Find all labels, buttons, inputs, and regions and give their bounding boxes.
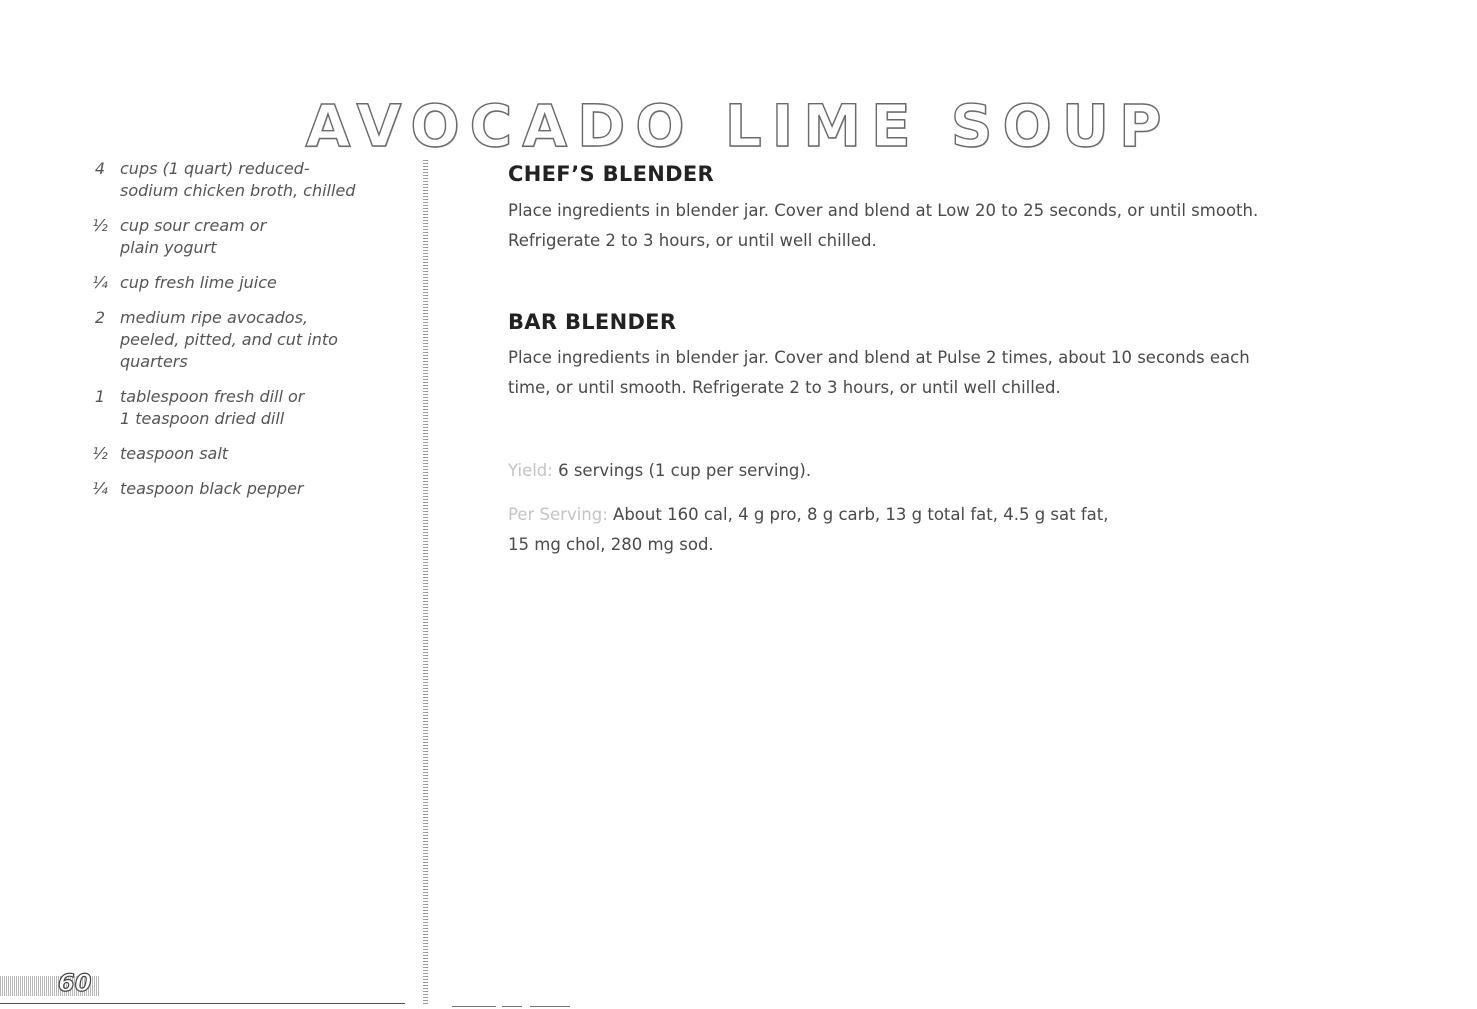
yield-info [508, 456, 811, 486]
footer-rule [0, 1003, 405, 1004]
footer-dash [452, 1006, 496, 1007]
ingredient-list [80, 158, 400, 513]
yield-text: 6 servings (1 cup per serving). [558, 461, 812, 480]
footer-dash [530, 1006, 570, 1007]
nutrition-line-2: 15 mg chol, 280 mg sod. [508, 535, 714, 554]
bar-blender-line-1: Place ingredients in blender jar. Cover and blend at Pulse 2 times, about 10 seconds each [508, 348, 1250, 367]
ingredient-quantity: ½ [92, 216, 108, 235]
chefs-blender-line-1: Place ingredients in blender jar. Cover and blend at Low 20 to 25 seconds, or until smooth. [508, 201, 1259, 220]
ingredient-description: teaspoon black pepper [120, 479, 304, 498]
ingredient-item [80, 215, 400, 259]
ingredient-description: teaspoon salt [120, 444, 229, 463]
page-number: 60 [58, 969, 92, 997]
chefs-blender-heading: CHEF’S BLENDER [508, 162, 714, 186]
ingredient-item [80, 443, 400, 465]
ingredient-quantity: 1 [94, 387, 106, 406]
bar-blender-instructions [508, 343, 1308, 403]
ingredient-quantity: ¼ [92, 479, 108, 498]
ingredient-item [80, 386, 400, 430]
nutrition-line-1: About 160 cal, 4 g pro, 8 g carb, 13 g total fat, 4.5 g sat fat, [613, 505, 1109, 524]
ingredient-quantity: ¼ [92, 273, 108, 292]
ingredient-description: tablespoon fresh dill or 1 teaspoon dried dill [120, 387, 305, 428]
ingredient-quantity: 2 [94, 308, 106, 327]
per-serving-label: Per Serving: [508, 505, 608, 524]
ingredient-description: cup sour cream or plain yogurt [120, 216, 267, 257]
yield-label: Yield: [508, 461, 553, 480]
page-title: AVOCADO LIME SOUP [305, 91, 1172, 160]
chefs-blender-instructions [508, 196, 1408, 256]
ingredient-description: cups (1 quart) reduced- sodium chicken broth, chilled [120, 159, 356, 200]
bar-blender-line-2: time, or until smooth. Refrigerate 2 to 3 hours, or until well chilled. [508, 378, 1061, 397]
ingredient-quantity: ½ [92, 444, 108, 463]
column-divider [423, 160, 428, 1005]
footer-dash [502, 1006, 522, 1007]
nutrition-info [508, 500, 1188, 560]
chefs-blender-line-2: Refrigerate 2 to 3 hours, or until well chilled. [508, 231, 877, 250]
bar-blender-heading: BAR BLENDER [508, 310, 677, 334]
ingredient-item [80, 272, 400, 294]
ingredient-description: cup fresh lime juice [120, 273, 277, 292]
ingredient-quantity: 4 [94, 159, 106, 178]
ingredient-item [80, 307, 400, 373]
ingredient-item [80, 158, 400, 202]
ingredient-description: medium ripe avocados, peeled, pitted, and cut into quarters [120, 308, 338, 371]
ingredient-item [80, 478, 400, 500]
